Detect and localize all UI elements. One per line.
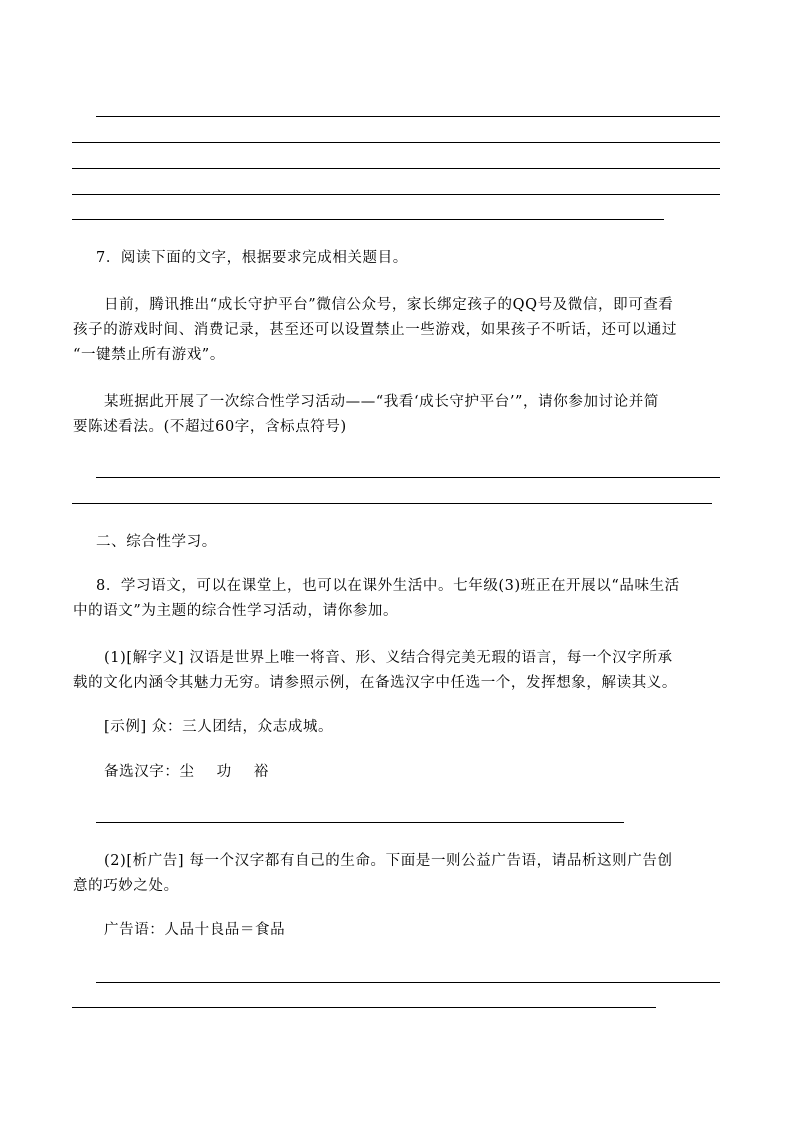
section-2-heading: 二、综合性学习。 xyxy=(96,534,217,550)
q7-paragraph-2-line-1: 某班据此开展了一次综合性学习活动——“我看‘成长守护平台’”，请你参加讨论并简 xyxy=(104,394,659,410)
answer-line[interactable] xyxy=(72,503,712,504)
candidate-char: 尘 xyxy=(179,764,195,780)
q8-intro-line-1: 8．学习语文，可以在课堂上，也可以在课外生活中。七年级(3)班正在开展以“品味生活 xyxy=(96,578,680,594)
q8-part1-line-2: 载的文化内涵令其魅力无穷。请参照示例，在备选汉字中任选一个，发挥想象，解读其义。 xyxy=(73,675,677,691)
q8-candidates xyxy=(104,762,269,782)
answer-line[interactable] xyxy=(96,116,720,117)
q8-intro-line-2: 中的语文”为主题的综合性学习活动，请你参加。 xyxy=(73,603,399,619)
q7-paragraph-2-line-2: 要陈述看法。(不超过60字，含标点符号) xyxy=(73,419,347,435)
candidate-char: 功 xyxy=(216,764,232,780)
q8-ad-slogan: 广告语：人品十良品＝食品 xyxy=(104,922,286,938)
answer-line[interactable] xyxy=(96,982,720,983)
q8-part2-line-1: (2)[析广告] 每一个汉字都有自己的生命。下面是一则公益广告语，请品析这则广告创 xyxy=(104,853,673,869)
candidates-label: 备选汉字： xyxy=(104,764,180,780)
answer-line[interactable] xyxy=(72,194,720,195)
candidate-char: 裕 xyxy=(253,764,269,780)
answer-line[interactable] xyxy=(72,142,720,143)
answer-line[interactable] xyxy=(72,1007,656,1008)
question-7-heading: 7．阅读下面的文字，根据要求完成相关题目。 xyxy=(96,250,408,266)
q7-paragraph-1-line-1: 日前，腾讯推出“成长守护平台”微信公众号，家长绑定孩子的QQ号及微信，即可查看 xyxy=(104,297,674,313)
q8-part2-line-2: 意的巧妙之处。 xyxy=(73,878,179,894)
answer-line[interactable] xyxy=(96,477,720,478)
q7-paragraph-1-line-2: 孩子的游戏时间、消费记录，甚至还可以设置禁止一些游戏，如果孩子不听话，还可以通过 xyxy=(73,322,677,338)
answer-line[interactable] xyxy=(72,168,720,169)
answer-line[interactable] xyxy=(96,822,624,823)
q7-paragraph-1-line-3: “一键禁止所有游戏”。 xyxy=(73,347,225,363)
q8-example: [示例] 众：三人团结，众志成城。 xyxy=(104,719,334,735)
q8-part1-line-1: (1)[解字义] 汉语是世界上唯一将音、形、义结合得完美无瑕的语言，每一个汉字所承 xyxy=(104,650,673,666)
answer-line[interactable] xyxy=(72,219,664,220)
